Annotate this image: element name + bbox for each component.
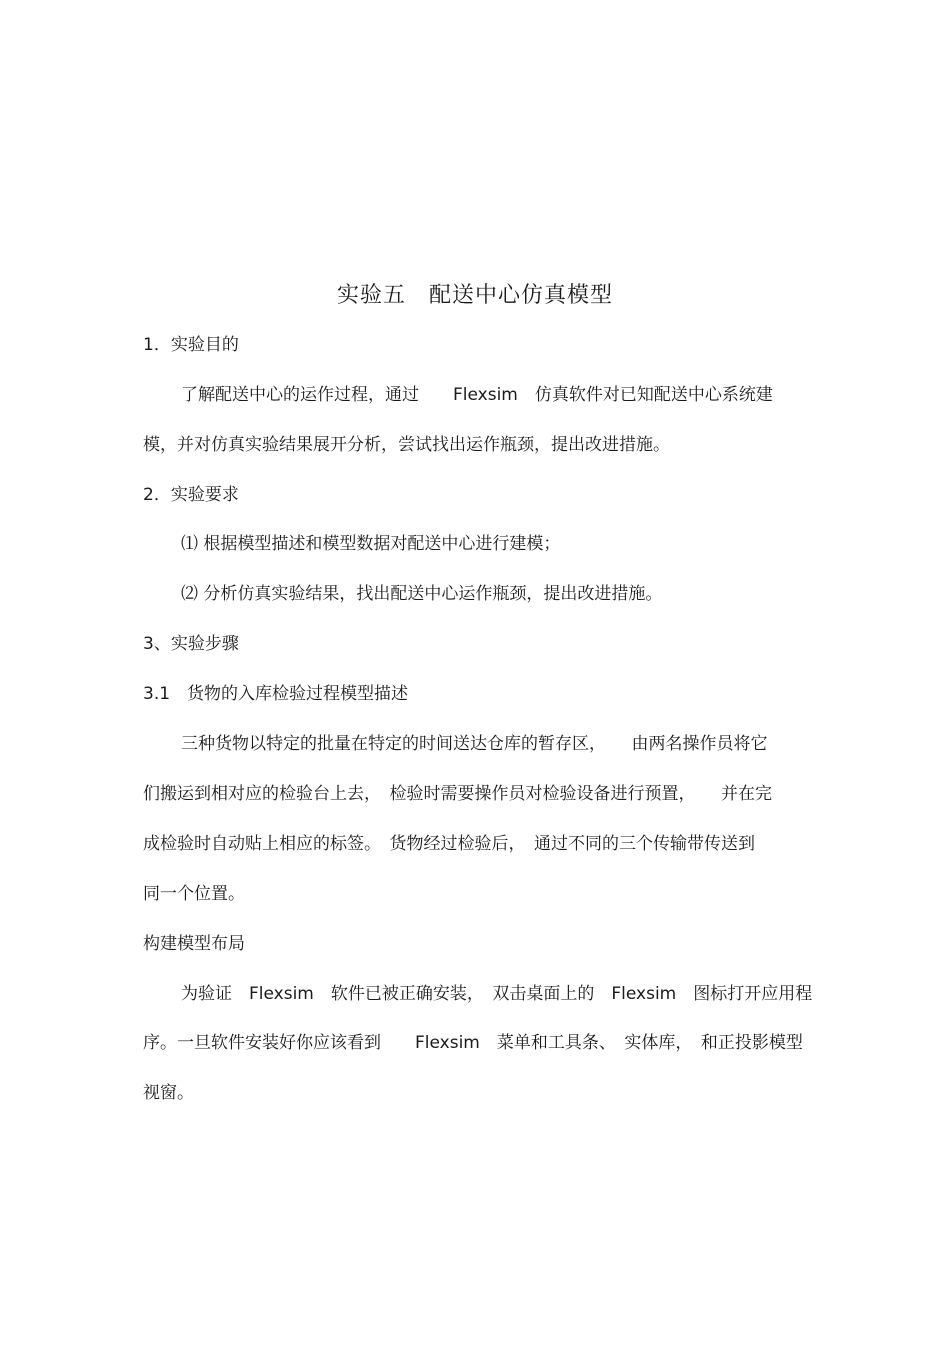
section-heading-steps: 3、实验步骤 [143,634,239,654]
document-title: 实验五 配送中心仿真模型 [336,283,613,308]
list-item: ⑵ 分析仿真实验结果，找出配送中心运作瓶颈，提出改进措施。 [181,584,663,604]
paragraph-line: 序。一旦软件安装好你应该看到 Flexsim 菜单和工具条、 实体库， 和正投影模型 [143,1033,803,1053]
paragraph-line: 为验证 Flexsim 软件已被正确安装， 双击桌面上的 Flexsim 图标打开应用程 [181,984,813,1004]
list-item: ⑴ 根据模型描述和模型数据对配送中心进行建模； [181,534,561,554]
paragraph-line: 成检验时自动贴上相应的标签。 货物经过检验后， 通过不同的三个传输带传送到 [143,834,755,854]
paragraph-line: 们搬运到相对应的检验台上去， 检验时需要操作员对检验设备进行预置， 并在完 [143,784,772,804]
paragraph-line: 模，并对仿真实验结果展开分析，尝试找出运作瓶颈，提出改进措施。 [143,435,670,455]
subsection-heading: 构建模型布局 [143,934,245,954]
paragraph-line: 三种货物以特定的批量在特定的时间送达仓库的暂存区， 由两名操作员将它 [181,734,768,754]
section-heading-requirements: 2．实验要求 [143,485,239,505]
subsection-heading: 3.1 货物的入库检验过程模型描述 [143,684,409,704]
section-heading-purpose: 1．实验目的 [143,335,239,355]
paragraph-line: 同一个位置。 [143,884,245,904]
paragraph-line: 视窗。 [143,1083,194,1103]
paragraph-line: 了解配送中心的运作过程，通过 Flexsim 仿真软件对已知配送中心系统建 [181,385,773,405]
